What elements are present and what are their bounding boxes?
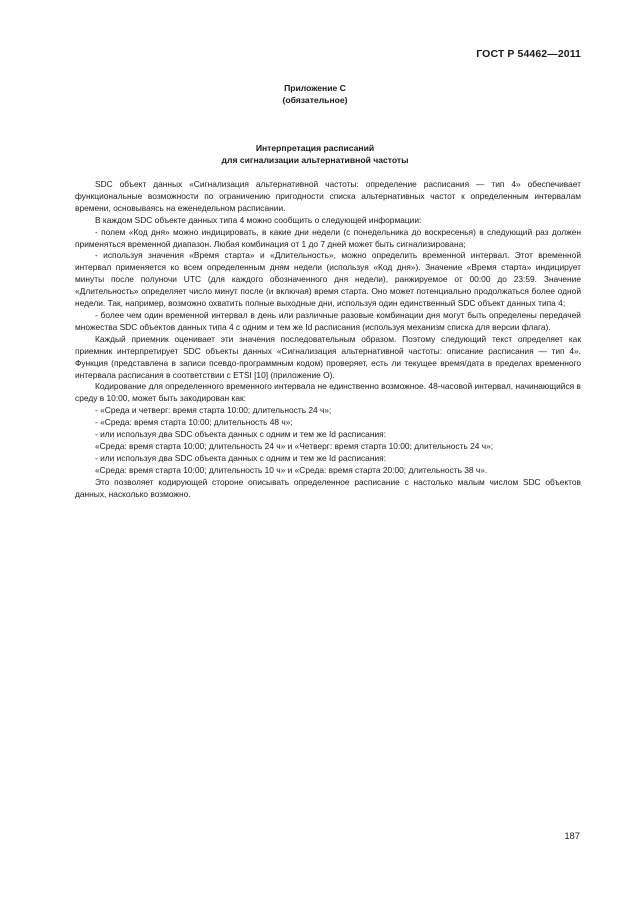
document-body: [75, 179, 581, 500]
paragraph: Кодирование для определенного временного интервала не единственно возможное. 48-часовой интервал, начинающийся в среду в 10:00, может быть закодирован как:: [75, 381, 581, 404]
section-title: [0, 142, 630, 166]
list-item: - используя значения «Время старта» и «Длительность», можно определить временной интервал. Этот временной интервал применяется ко всем определенным дням недели (используя «Код дня»). Значение «Время старта» индицирует минуты после полуночи UTC (для каждого обозначенного дня недели), ранжируемое от 00:00 до 23:59. Значение «Длительность» определяет число минут после (и включая) время старта. Оно может потенциально продолжаться более одной недели. Так, например, возможно охватить полные выходные дни, используя один единственный SDC объект данных типа 4;: [75, 250, 581, 309]
appendix-title: Приложение С: [284, 83, 346, 93]
list-item: - или используя два SDC объекта данных с одним и тем же Id расписания:: [95, 429, 387, 440]
appendix-heading: [0, 82, 630, 106]
page-number: 187: [564, 830, 580, 841]
list-item: - «Среда и четверг: время старта 10:00; длительность 24 ч»;: [95, 405, 332, 416]
standard-number: ГОСТ Р 54462—2011: [476, 48, 581, 60]
list-item: «Среда: время старта 10:00; длительность 24 ч» и «Четверг: время старта 10:00; длительность 24 ч»;: [95, 440, 494, 451]
list-item: - более чем один временной интервал в день или различные разовые комбинации дня могут быть определены передачей множества SDC объектов данных типа 4 с одним и тем же Id расписания (используя механизм списка для версии флага).: [75, 309, 581, 332]
list-item: «Среда: время старта 10:00; длительность 10 ч» и «Среда: время старта 20:00; длительность 38 ч».: [95, 464, 488, 475]
section-title-line-1: Интерпретация расписаний: [255, 143, 375, 153]
list-item: - полем «Код дня» можно индицировать, в какие дни недели (с понедельника до воскресенья) в следующий раз должен применяться временной диапазон. Любая комбинация от 1 до 7 дней может быть сигнализирована;: [75, 226, 581, 249]
paragraph: SDC объект данных «Сигнализация альтернативной частоты: определение расписания — тип 4» обеспечивает функциональные возможности по ограничению пригодности списка альтернативных частот к определенным интервалам времени, основываясь на еженедельном расписании.: [75, 179, 581, 213]
appendix-status: (обязательное): [282, 95, 348, 105]
section-title-line-2: для сигнализации альтернативной частоты: [221, 155, 409, 165]
list-item: - «Среда: время старта 10:00; длительность 48 ч»;: [95, 417, 293, 428]
paragraph: Это позволяет кодирующей стороне описывать определенное расписание с настолько малым числом SDC объектов данных, насколько возможно.: [75, 476, 581, 499]
list-item: - или используя два SDC объекта данных с одним и тем же Id расписания:: [95, 452, 387, 463]
paragraph: В каждом SDC объекте данных типа 4 можно сообщить о следующей информации:: [95, 214, 422, 225]
paragraph: Каждый приемник оценивает эти значения последовательным образом. Поэтому следующий текст определяет как приемник интерпретирует SDC объекты данных «Сигнализация альтернативной частоты: описание расписания — тип 4». Функция (представлена в записи псевдо-программным кодом) проверяет, есть ли текущее время/дата в пределах временного интервала расписания в соответствии с ETSI [10] (приложение О).: [75, 333, 581, 380]
